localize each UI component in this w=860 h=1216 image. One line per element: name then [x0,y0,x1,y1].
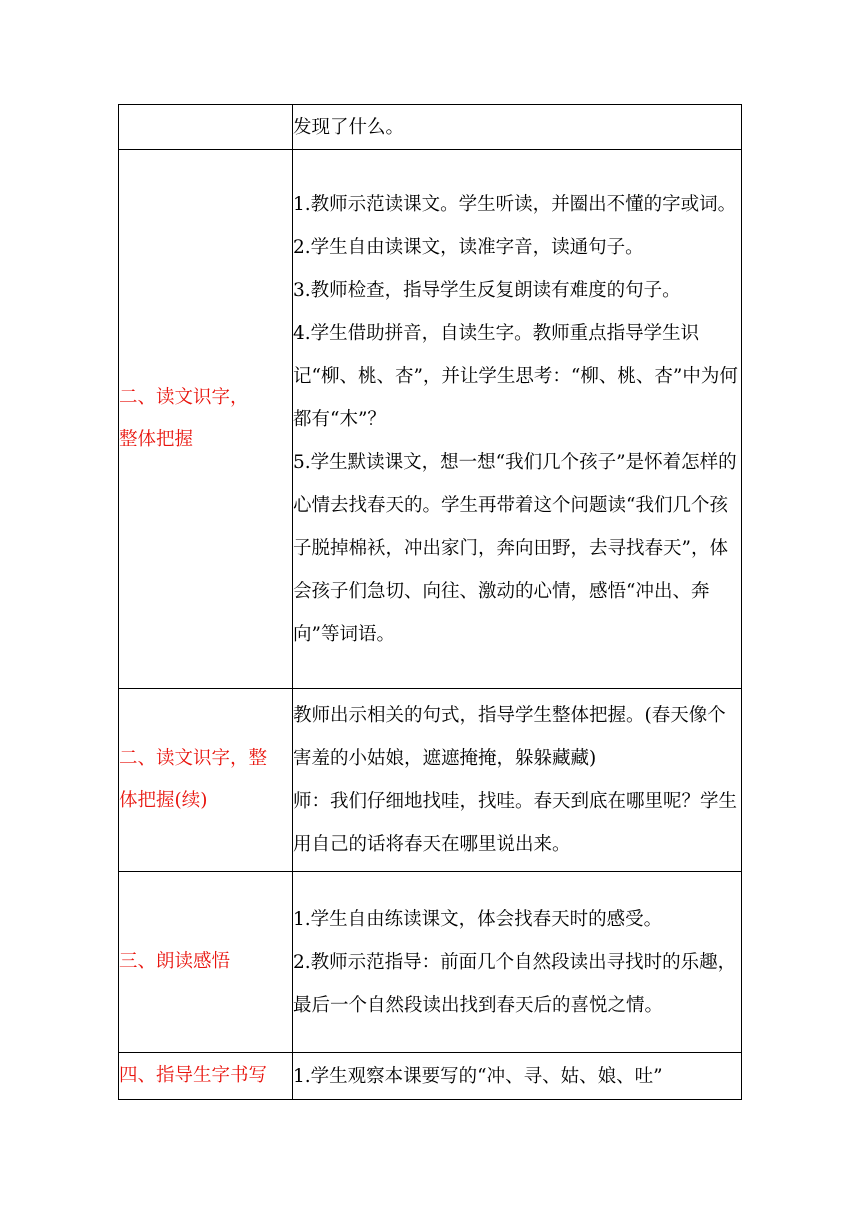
lesson-plan-table [118,104,742,1100]
activity-text: 2.教师示范指导：前面几个自然段读出寻找时的乐趣，最后一个自然段读出找到春天后的喜悦之情。 [293,951,737,1016]
activity-cell [293,689,742,872]
step-title-line: 四、指导生字书写 [119,1065,268,1086]
table-row [119,872,742,1053]
activity-text: 2.学生自由读课文，读准字音，读通句子。 [293,236,644,258]
activity-text: 4.学生借助拼音，自读生字。教师重点指导学生识记“柳、桃、杏”，并让学生思考：“柳、桃、杏”中为何都有“木”？ [293,322,738,430]
step-title-line: 二、读文识字， [119,387,249,408]
step-cell [119,105,293,150]
activity-text: 发现了什么。 [293,116,405,138]
step-cell [119,872,293,1053]
step-title-line: 三、朗读感悟 [119,951,231,972]
activity-text: 1.学生自由练读课文，体会找春天时的感受。 [293,908,663,930]
table-row [119,689,742,872]
step-title-line: 二、读文识字，整 [119,748,268,769]
step-title-line: 整体把握 [119,429,194,450]
step-cell [119,1053,293,1100]
step-title-line: 体把握(续) [119,790,208,811]
activity-text: 教师出示相关的句式，指导学生整体把握。(春天像个害羞的小姑娘，遮遮掩掩，躲躲藏藏) [293,705,726,769]
activity-cell [293,150,742,689]
step-cell [119,689,293,872]
activity-text: 1.学生观察本课要写的“冲、寻、姑、娘、吐” [293,1065,663,1087]
table-row [119,105,742,150]
activity-cell [293,1053,742,1100]
activity-cell [293,872,742,1053]
activity-text: 1.教师示范读课文。学生听读，并圈出不懂的字或词。 [293,193,737,215]
step-cell [119,150,293,689]
table-row [119,150,742,689]
table-row [119,1053,742,1100]
activity-text: 5.学生默读课文，想一想“我们几个孩子”是怀着怎样的心情去找春天的。学生再带着这个问题读“我们几个孩子脱掉棉袄，冲出家门，奔向田野，去寻找春天”，体会孩子们急切、向往、激动的心情，感悟“冲出、奔向”等词语。 [293,451,737,645]
activity-cell [293,105,742,150]
activity-text: 师：我们仔细地找哇，找哇。春天到底在哪里呢？学生用自己的话将春天在哪里说出来。 [293,791,738,855]
activity-text: 3.教师检查，指导学生反复朗读有难度的句子。 [293,279,681,301]
